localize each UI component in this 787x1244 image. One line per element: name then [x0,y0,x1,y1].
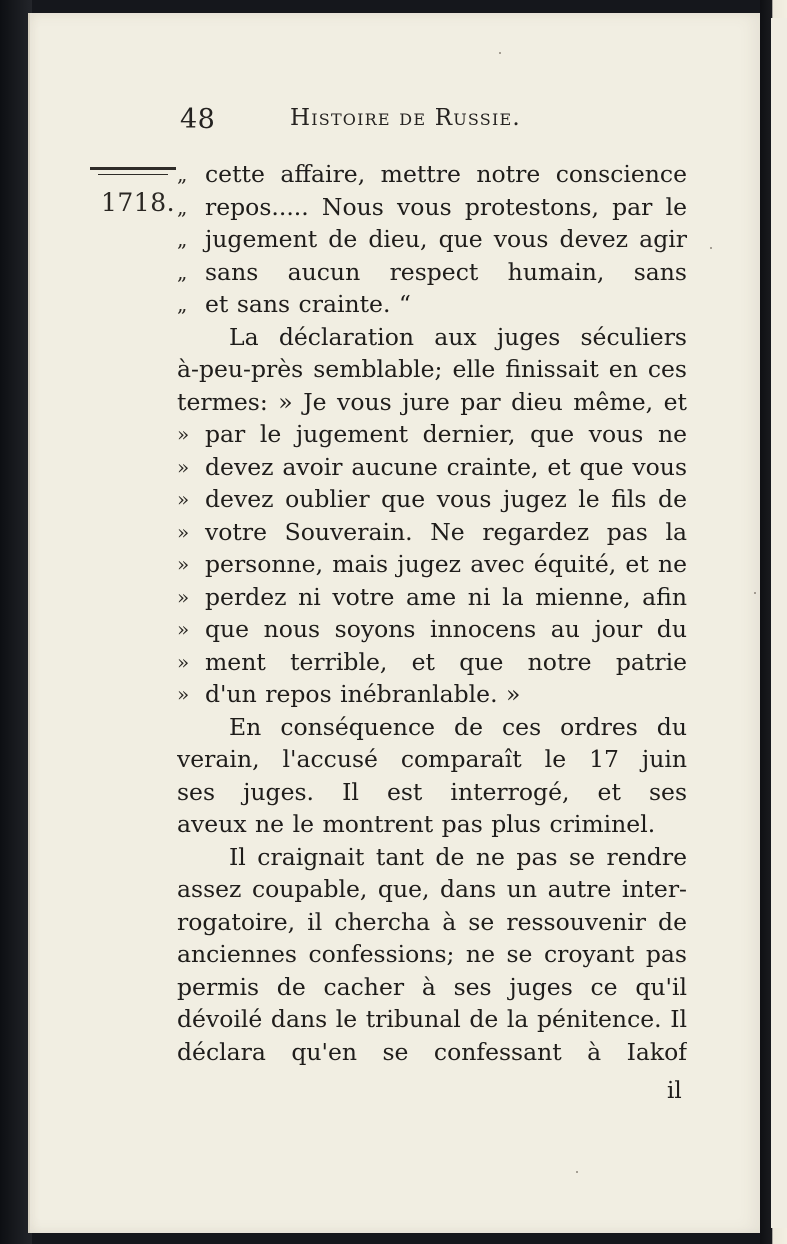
quote-mark: » [177,682,190,706]
text-line [177,841,687,874]
text-line [177,483,687,516]
page-number: 48 [180,104,216,135]
quote-mark: » [177,584,190,609]
line-text: Il craignait tant de ne pas se rendre [229,842,687,871]
line-text: et sans crainte. “ [205,290,411,318]
line-text: termes: » Je vous jure par dieu même, et [177,387,687,416]
paper-speck [754,592,756,594]
paper-speck [499,52,501,54]
paper-speck [710,247,712,249]
line-text: jugement de dieu, que vous devez agir [205,225,687,253]
line-text: personne, mais jugez avec équité, et ne [205,550,687,578]
line-text: permis de cacher à ses juges ce qu'il [177,972,687,1001]
line-text: dévoilé dans le tribunal de la pénitence. Il [177,1005,687,1033]
paper-speck [576,1171,578,1173]
line-text: par le jugement dernier, que vous ne [205,420,687,448]
text-line [177,711,687,744]
running-head [0,104,787,140]
line-text: ses juges. Il est interrogé, et ses [177,777,687,806]
text-line [177,288,687,321]
line-text: repos..... Nous vous protestons, par le [205,192,687,221]
quote-mark: » [177,454,190,479]
line-text: La déclaration aux juges séculiers [229,322,687,351]
line-text: devez avoir aucune crainte, et que vous [205,452,687,481]
text-line [177,678,687,711]
line-text: sans aucun respect humain, sans [205,257,687,286]
line-text: rogatoire, il chercha à se ressouvenir de [177,907,687,936]
line-text: à-peu-près semblable; elle finissait en ces [177,355,687,383]
text-line [177,581,687,614]
text-line [177,971,687,1004]
text-line [177,646,687,679]
text-line [177,808,687,841]
text-line [177,353,687,386]
text-line [177,451,687,484]
quote-mark: » [177,519,190,544]
quote-mark: » [177,649,190,674]
catchword: il [667,1078,682,1104]
quote-mark: » [177,487,190,511]
text-line [177,613,687,646]
quote-mark: „ [177,227,188,251]
text-line [177,1036,687,1069]
line-text: verain, l'accusé comparaît le 17 juin [177,745,687,773]
text-line [177,191,687,224]
line-text: votre Souverain. Ne regardez pas la [205,517,687,546]
quote-mark: » [177,617,190,641]
margin-rule [90,167,176,170]
text-line [177,938,687,971]
line-text: En conséquence de ces ordres du [229,712,687,741]
text-line [177,158,687,191]
text-line [177,1003,687,1036]
book-title: Histoire de Russie. [290,105,521,131]
quote-mark: „ [177,162,188,186]
line-text: que nous soyons innocens au jour du [205,615,687,643]
quote-mark: » [177,552,190,576]
line-text: aveux ne le montrent pas plus criminel. [177,810,656,838]
line-text: ment terrible, et que notre patrie [205,647,687,676]
text-line [177,776,687,809]
text-line [177,386,687,419]
quote-mark: „ [177,292,188,316]
text-line [177,256,687,289]
text-line [177,743,687,776]
text-line [177,418,687,451]
quote-mark: „ [177,259,188,284]
margin-year: 1718. [101,188,176,217]
adjacent-page-paper [771,18,787,1228]
body-text [177,158,687,1068]
quote-mark: „ [177,194,188,219]
text-line [177,906,687,939]
line-text: perdez ni votre ame ni la mienne, afin [205,582,687,611]
text-line [177,516,687,549]
line-text: devez oublier que vous jugez le fils de [205,485,687,513]
line-text: d'un repos inébranlable. » [205,680,521,708]
quote-mark: » [177,422,190,446]
line-text: anciennes confessions; ne se croyant pas [177,940,687,968]
line-text: assez coupable, que, dans un autre inter- [177,875,687,903]
text-line [177,548,687,581]
line-text: déclara qu'en se confessant à Iakof [177,1037,687,1066]
text-line [177,873,687,906]
text-line [177,321,687,354]
text-line [177,223,687,256]
line-text: cette affaire, mettre notre conscience [205,160,687,188]
